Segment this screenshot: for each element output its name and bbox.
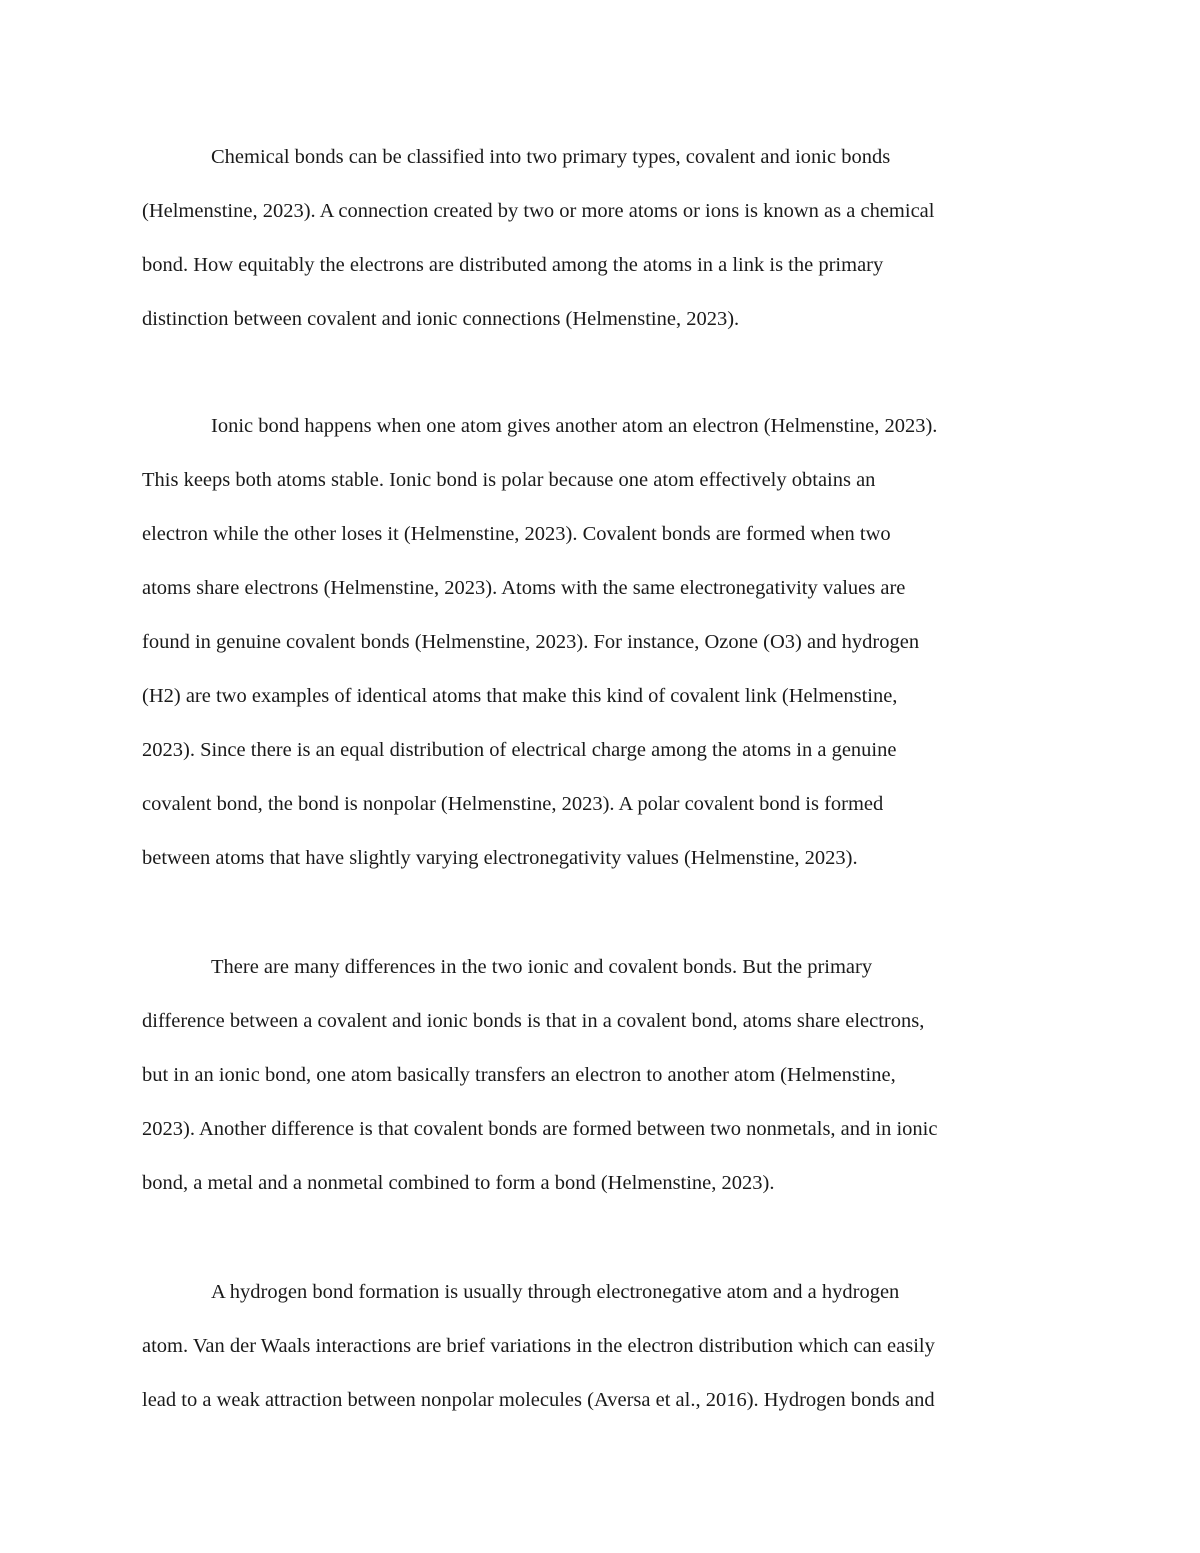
paragraph-2-line-6: (H2) are two examples of identical atoms that make this kind of covalent link (Helmenstine, <box>142 685 898 707</box>
paragraph-2-line-5: found in genuine covalent bonds (Helmenstine, 2023). For instance, Ozone (O3) and hydrogen <box>142 631 920 653</box>
paragraph-1-line-1: Chemical bonds can be classified into two primary types, covalent and ionic bonds <box>211 146 891 168</box>
paragraph-3-line-3: but in an ionic bond, one atom basically transfers an electron to another atom (Helmenstine, <box>142 1064 896 1086</box>
paragraph-3-line-2: difference between a covalent and ionic bonds is that in a covalent bond, atoms share electrons, <box>142 1010 925 1032</box>
paragraph-2-line-9: between atoms that have slightly varying electronegativity values (Helmenstine, 2023). <box>142 847 858 869</box>
paragraph-2-line-1: Ionic bond happens when one atom gives another atom an electron (Helmenstine, 2023). <box>211 415 938 437</box>
paragraph-2-line-2: This keeps both atoms stable. Ionic bond is polar because one atom effectively obtains an <box>142 469 876 491</box>
paragraph-2-line-7: 2023). Since there is an equal distribution of electrical charge among the atoms in a genuine <box>142 739 897 761</box>
paragraph-2-line-8: covalent bond, the bond is nonpolar (Helmenstine, 2023). A polar covalent bond is formed <box>142 793 884 815</box>
paragraph-2-line-4: atoms share electrons (Helmenstine, 2023). Atoms with the same electronegativity values are <box>142 577 906 599</box>
paragraph-4-line-2: atom. Van der Waals interactions are brief variations in the electron distribution which can easily <box>142 1335 935 1357</box>
paragraph-3-line-4: 2023). Another difference is that covalent bonds are formed between two nonmetals, and in ionic <box>142 1118 938 1140</box>
paragraph-2-line-3: electron while the other loses it (Helmenstine, 2023). Covalent bonds are formed when two <box>142 523 891 545</box>
paragraph-4-line-3: lead to a weak attraction between nonpolar molecules (Aversa et al., 2016). Hydrogen bonds and <box>142 1389 935 1411</box>
paragraph-4-line-1: A hydrogen bond formation is usually through electronegative atom and a hydrogen <box>211 1281 900 1303</box>
paragraph-1-line-4: distinction between covalent and ionic connections (Helmenstine, 2023). <box>142 308 740 330</box>
paragraph-1-line-2: (Helmenstine, 2023). A connection created by two or more atoms or ions is known as a chemical <box>142 200 935 222</box>
paragraph-3-line-5: bond, a metal and a nonmetal combined to form a bond (Helmenstine, 2023). <box>142 1172 775 1194</box>
paragraph-3-line-1: There are many differences in the two ionic and covalent bonds. But the primary <box>211 956 873 978</box>
paragraph-1-line-3: bond. How equitably the electrons are distributed among the atoms in a link is the primary <box>142 254 884 276</box>
